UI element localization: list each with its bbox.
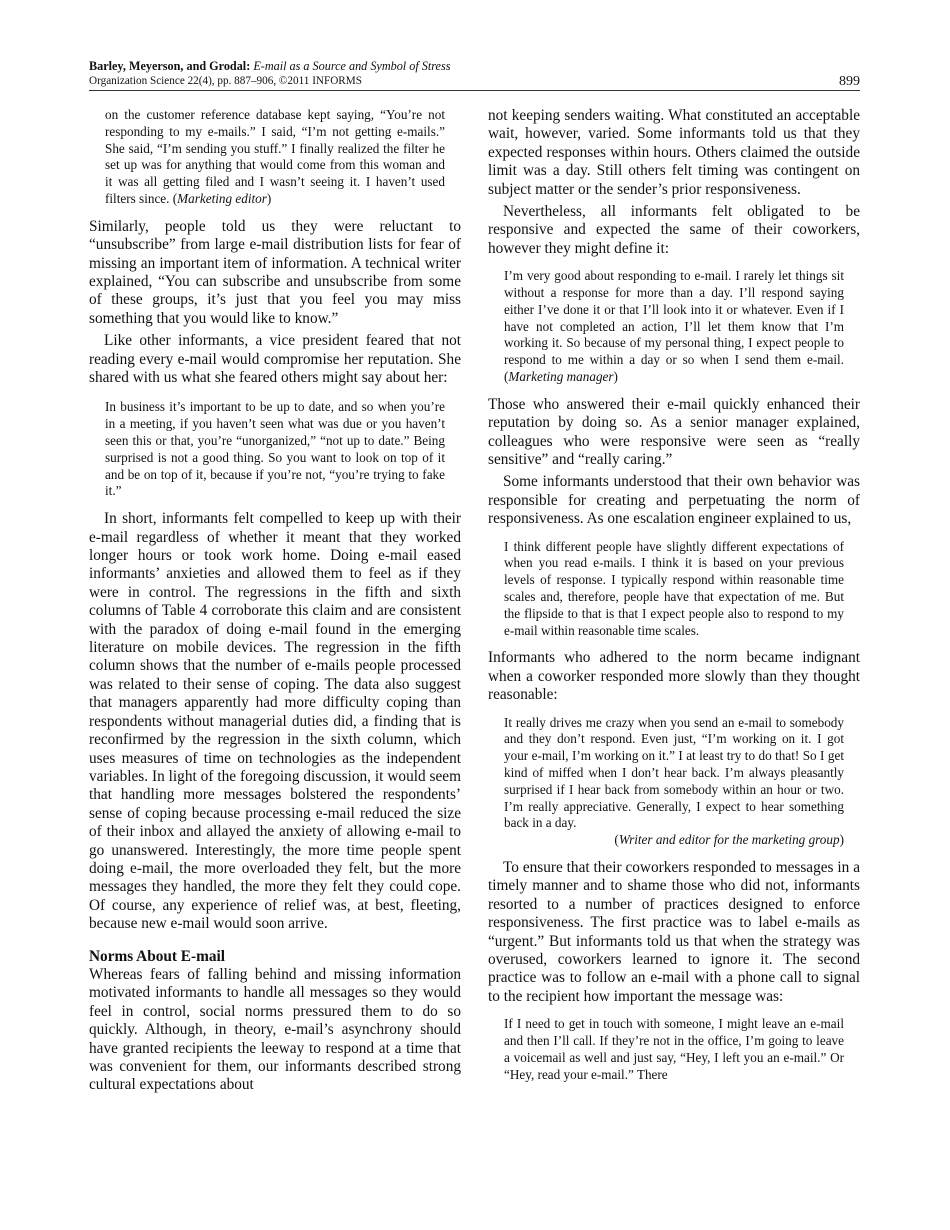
block-quote: I’m very good about responding to e-mail. I rarely let things sit without a response for more than a day. I’ll respond saying either I’ve done it or that I’ll look into it or whatever. Even if I have not completed an action, I’ll let them know that I’m working it. So because of my personal thing, I expect people to respond to me within a day or so when I send them e-mail. (Marketing manager) <box>504 268 844 385</box>
paragraph: In short, informants felt compelled to keep up with their e-mail regardless of whether it meant that they worked longer hours or took work home. Doing e-mail eased informants’ anxieties and allowed them to feel as if they were in control. The regressions in the fifth and sixth columns of Table 4 corroborate this claim and are consistent with the paradox of doing e-mail found in the emerging literature on mobile devices. The regression in the fifth column shows that the number of e-mails people processed was related to their sense of coping. The data also suggest that managers apparently had more difficulty coping than respondents without managerial duties did, a finding that is reconfirmed by the regression in the sixth column, which uses measures of time on technologies as the independent variables. In light of the foregoing discussion, it would seem that handling more messages bolstered the respondents’ sense of coping because processing e-mail reduced the size of their inbox and allayed the anxiety of allowing e-mail to go unanswered. Interestingly, the more time people spent doing e-mail, the more overloaded they felt, but the more messages they handled, the more they felt they could cope. Of course, any experience of relief was, at best, fleeting, because new e-mail would soon arrive. <box>89 510 461 933</box>
block-quote: In business it’s important to be up to date, and so when you’re in a meeting, if you haven’t seen what was due or you haven’t seen this or that, you’re “unorganized,” “not up to date.” Being surprised is not a good thing. So you want to look on top of it and be on top of it, because if you’re not, “you’re trying to fake it.” <box>105 399 445 499</box>
block-quote: If I need to get in touch with someone, I might leave an e-mail and then I’ll call. If they’re not in the office, I’m going to leave a voicemail as well and just say, “Hey, I left you an e-mail.” Or “Hey, read your e-mail.” There <box>504 1016 844 1082</box>
quote-source: Writer and editor for the marketing group <box>618 832 840 848</box>
running-header <box>89 58 860 89</box>
paragraph: Some informants understood that their own behavior was responsible for creating and perpetuating the norm of responsiveness. As one escalation engineer explained to us, <box>488 473 860 528</box>
block-quote <box>488 715 860 849</box>
paragraph: Those who answered their e-mail quickly enhanced their reputation by doing so. As a senior manager explained, colleagues who were responsive were seen as “really sensitive” and “really caring.” <box>488 395 860 469</box>
page-number: 899 <box>839 74 860 89</box>
block-quote: I think different people have slightly different expectations of when you read e-mails. I think it is based on your previous levels of response. I typically respond within reasonable time scales and, therefore, people have that expectation of me. But the flipside to that is that I expect people also to respond to my e-mail within reasonable time scales. <box>504 538 844 638</box>
quote-attribution: (Writer and editor for the marketing group) <box>614 832 844 848</box>
quote-text: I’m very good about responding to e-mail. I rarely let things sit without a response for more than a day. I’ll respond saying either I’ve done it or that I’ll look into it or whatever. Even if I have not completed an action, I’ll let them know that I’m working it. So because of my personal thing, I expect people to respond to me within a day or so when I send them e-mail. <box>504 268 844 368</box>
quote-source: Marketing manager <box>508 369 614 385</box>
paragraph: Like other informants, a vice president feared that not reading every e-mail would compromise her reputation. She shared with us what she feared others might say about her: <box>89 332 461 387</box>
paragraph: not keeping senders waiting. What constituted an acceptable wait, however, varied. Some informants told us that they expected responses within hours. Others claimed the outside limit was a day. Still others felt timing was contingent on subject matter or the sender’s prior responsiveness. <box>488 107 860 198</box>
left-column <box>89 107 461 1099</box>
paragraph: Similarly, people told us they were reluctant to “unsubscribe” from large e-mail distribution lists for fear of missing an important item of information. A technical writer explained, “You can subscribe and unsubscribe from some of these groups, it’s just that you feel you may miss something that you would like to know.” <box>89 217 461 327</box>
header-rule <box>89 90 860 91</box>
paragraph: Informants who adhered to the norm became indignant when a coworker responded more slowly than they thought reasonable: <box>488 649 860 704</box>
block-quote: on the customer reference database kept saying, “You’re not responding to my e-mails.” I said, “I’m not getting e-mails.” She said, “I’m sending you stuff.” I finally realized the filter he set up was for anything that would come from this woman and it was all getting filed and I wasn’t seeing it. I haven’t used filters since. (Marketing editor) <box>105 107 445 206</box>
header-journal-line: Organization Science 22(4), pp. 887–906, ©2011 INFORMS <box>89 75 362 87</box>
header-article-title: E-mail as a Source and Symbol of Stress <box>253 59 451 73</box>
quote-source: Marketing editor <box>177 190 267 206</box>
header-citation <box>89 58 860 74</box>
section-heading: Norms About E-mail <box>89 947 225 965</box>
right-column <box>488 107 860 1093</box>
quote-text: on the customer reference database kept saying, “You’re not responding to my e-mails.” I said, “I’m not getting e-mails.” She said, “I’m sending you stuff.” I finally realized the filter he set up was for anything that would come from this woman and it was all getting filed and I wasn’t seeing it. I haven’t used filters since. <box>105 107 445 206</box>
paragraph: To ensure that their coworkers responded to messages in a timely manner and to shame those who did not, informants resorted to a number of practices designed to enforce responsiveness. The first practice was to label e-mails as “urgent.” But informants told us that when the strategy was overused, coworkers learned to ignore it. The second practice was to follow an e-mail with a phone call to signal to the recipient how important the message was: <box>488 859 860 1005</box>
quote-text: It really drives me crazy when you send an e-mail to somebody and they don’t respond. Even just, “I’m working on it. I got your e-mail, I’m working on it.” I at least try to do that! So I get kind of miffed when I don’t hear back. I’m always pleasantly surprised if I hear back from somebody within an hour or two. I’m really appreciative. Generally, I expect to hear something back in a day. <box>504 714 844 831</box>
header-authors: Barley, Meyerson, and Grodal: <box>89 59 251 73</box>
paragraph: Whereas fears of falling behind and missing information motivated informants to handle all messages so they would feel in control, social norms pressured them to do so quickly. Although, in theory, e-mail’s asynchrony should have granted recipients the leeway to respond at a time that was convenient for them, our informants described strong cultural expectations about <box>89 965 461 1094</box>
paragraph: Nevertheless, all informants felt obligated to be responsive and expected the same of their coworkers, however they might define it: <box>488 203 860 257</box>
